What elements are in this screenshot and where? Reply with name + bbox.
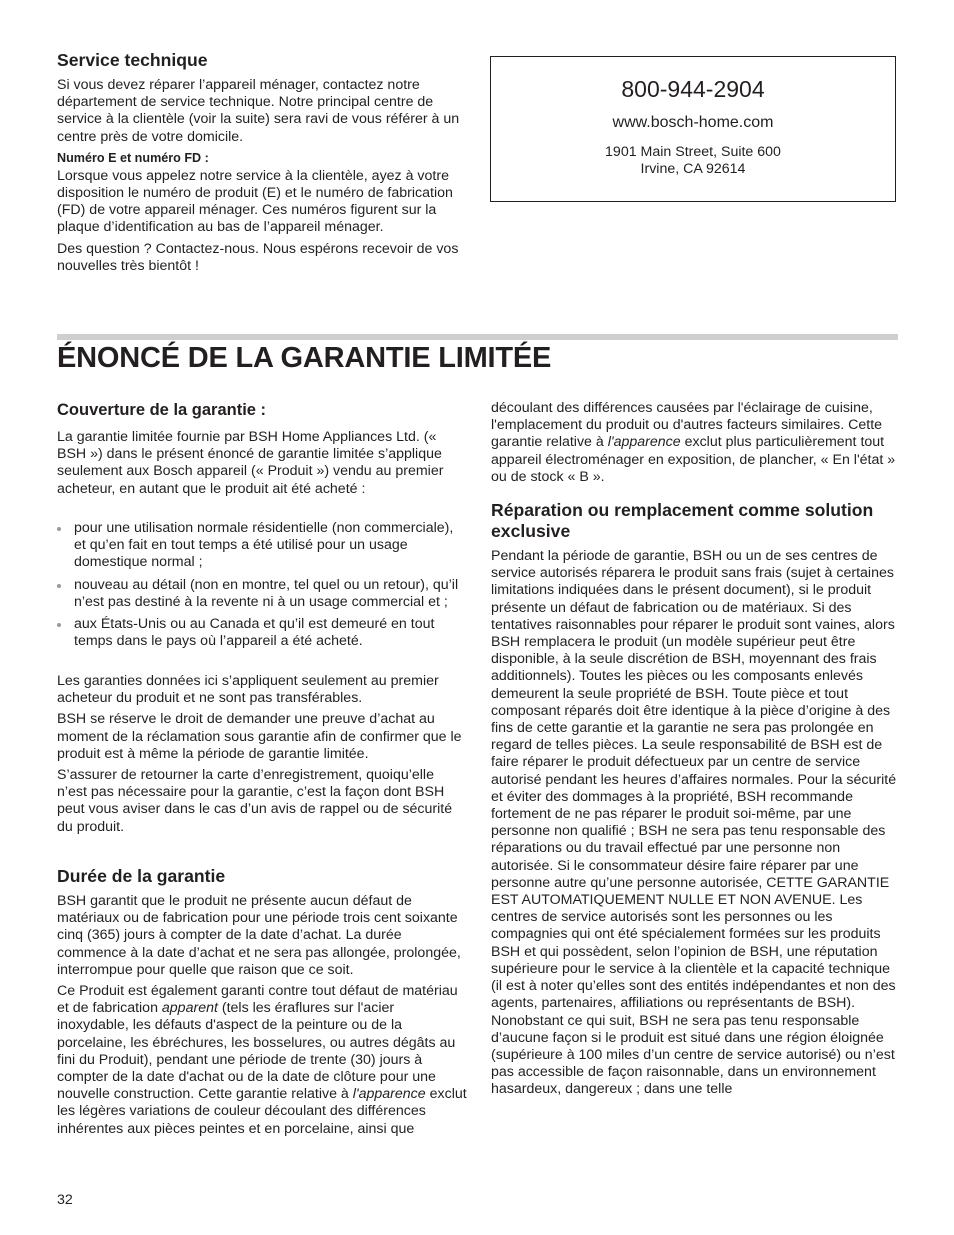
list-item-text: pour une utilisation normale résidentielle (non commerciale), et qu’en fait en tout temps a été utilisé pour un usage domestique normal ; — [74, 520, 454, 571]
continuation-text-2: exclut plus particulièrement tout appareil électroménager en exposition, de plancher, « En l'état » ou de stock « B ». — [491, 434, 896, 485]
service-section — [57, 50, 467, 275]
service-intro-paragraph: Si vous devez réparer l’appareil ménager, contactez notre département de service technique. Notre principal centre de service à la clientèle (voir la suite) sera ravi de vous référer à un centre près de votre domicile. — [57, 77, 460, 145]
appearance-text-3: exclut les légères variations de couleur découlant des différences inhérentes aux pièces peintes et en porcelaine, ainsi que — [57, 1086, 467, 1137]
appearance-emphasis-1: apparent — [161, 1000, 218, 1017]
service-numbers-paragraph: Lorsque vous appelez notre service à la clientèle, ayez à votre disposition le numéro de produit (E) et le numéro de fabrication (FD) de votre appareil ménager. Ces numéros figurent sur la plaque d’identification au bas de l’appareil ménager. — [57, 167, 453, 236]
coverage-section — [57, 400, 467, 498]
appearance-text-1: Ce Produit est également garanti contre tout défaut de matériau et de fabrication — [57, 983, 458, 1017]
coverage-heading: Couverture de la garantie : — [57, 401, 267, 419]
coverage-intro: La garantie limitée fournie par BSH Home Appliances Ltd. (« BSH ») dans le présent énoncé de garantie limitée s’applique seulement aux Bosch appareil (« Produit ») vendu au premier acheteur, en autant que le produit ait été acheté : — [57, 429, 444, 497]
coverage-conditions-list — [57, 520, 467, 650]
continuation-text-1: découlant des différences causées par l'éclairage de cuisine, l'emplacement du produit ou d'autres facteurs similaires. Cette garantie relative à — [491, 400, 883, 451]
list-item — [57, 616, 467, 650]
service-title: Service technique — [57, 50, 208, 70]
appearance-text-2: (tels les éraflures sur l'acier inoxydable, les défauts d'aspect de la peinture ou de la porcelaine, les ébréchures, les bosselures, ou autres dégâts au fini du Produit), pendant une période de trente (30) jours à compter de la date d'achat ou de la date de clôture pour une nouvelle construction. Cette garantie relative à — [57, 1000, 456, 1103]
duration-section — [57, 866, 467, 1138]
continuation-emphasis: l'apparence — [607, 434, 681, 451]
postal-address — [491, 144, 895, 178]
bullet-icon — [57, 584, 61, 588]
list-item — [57, 520, 467, 572]
page-number: 32 — [57, 1192, 73, 1208]
list-item-text: nouveau au détail (non en montre, tel quel ou un retour), qu’il n’est pas destiné à la revente ni à un usage commercial et ; — [74, 576, 459, 610]
repair-heading: Réparation ou remplacement comme solution exclusive — [491, 500, 874, 542]
registration-card-paragraph: S’assurer de retourner la carte d’enregistrement, quoiqu’elle n’est pas nécessaire pour la garantie, c’est la façon dont BSH peut vous aviser dans le cas d’un avis de rappel ou de sécurité du produit. — [57, 767, 453, 835]
right-column — [491, 400, 897, 1099]
list-item-text: aux États-Unis ou au Canada et qu’il est demeuré en tout temps dans le pays où l’appareil a été acheté. — [74, 616, 435, 650]
website-link[interactable]: www.bosch-home.com — [612, 114, 774, 131]
proof-of-purchase-paragraph: BSH se réserve le droit de demander une preuve d’achat au moment de la réclamation sous garantie afin de confirmer que le produit est à même la période de garantie limitée. — [57, 711, 462, 762]
phone-number: 800-944-2904 — [621, 76, 765, 102]
transfer-paragraph: Les garanties données ici s’appliquent seulement au premier acheteur du produit et ne sont pas transférables. — [57, 673, 439, 707]
contact-info-box — [490, 56, 896, 202]
service-contact-paragraph: Des question ? Contactez-nous. Nous espérons recevoir de vos nouvelles très bientôt ! — [57, 240, 459, 274]
address-line-2: Irvine, CA 92614 — [640, 161, 746, 177]
bullet-icon — [57, 623, 61, 627]
e-fd-number-label: Numéro E et numéro FD : — [57, 150, 209, 165]
duration-heading: Durée de la garantie — [57, 866, 226, 886]
appearance-emphasis-2: l'apparence — [352, 1086, 426, 1103]
list-item — [57, 577, 467, 611]
address-line-1: 1901 Main Street, Suite 600 — [605, 144, 781, 160]
appearance-paragraph — [57, 983, 467, 1138]
repair-paragraph: Pendant la période de garantie, BSH ou un de ses centres de service autorisés réparera le produit sans frais (sujet à certaines limitations indiquées dans le présent document), si le produit présente un défaut de fabrication ou de matériaux. Si des tentatives raisonnables pour réparer le produit sont vaines, alors BSH remplacera le produit (un modèle supérieur peut être disponible, à la seule discrétion de BSH, moyennant des frais additionnels). Toutes les pièces ou les composants enlevés demeurent la seule propriété de BSH. Toute pièce et tout composant réparés doit être identique à la pièce d’origine à des fins de cette garantie et la garantie ne sera pas prolongée en regard de telles pièces. La seule responsabilité de BSH est de faire réparer le produit défectueux par un centre de service autorisé pendant les heures d’affaires normales. Pour la sécurité et éviter des dommages à la propriété, BSH recommande fortement de ne pas réparer le produit soi-même, par une personne non qualifié ; BSH ne sera pas tenu responsable des réparations ou du travail effectué par une personne non autorisée. Si le consommateur désire faire réparer par une personne autre qu’une personne autorisée, CETTE GARANTIE EST AUTOMATIQUEMENT NULLE ET NON AVENUE. Les centres de service autorisés sont les personnes ou les compagnies qui ont été spécialement formées sur les produits BSH et qui possèdent, selon l’opinion de BSH, une réputation supérieure pour le service à la clientèle et la capacité technique (il est à noter qu’elles sont des entités indépendantes et non des agents, partenaires, affiliations ou représentants de BSH). Nonobstant ce qui suit, BSH ne sera pas tenu responsable d’aucune façon si le produit est situé dans une région éloignée (supérieure à 100 miles d’un centre de service autorisé) ou n’est pas accessible de façon raisonnable, dans un environnement hasardeux, dangereux ; dans une telle — [491, 548, 897, 1098]
coverage-notes — [57, 673, 467, 836]
duration-paragraph: BSH garantit que le produit ne présente aucun défaut de matériaux ou de fabrication pour une période trois cent soixante cinq (365) jours à compter de la date d’achat. La durée commence à la date d’achat et ne sera pas allongée, prolongée, interrompue pour quelle que raison que ce soit. — [57, 893, 461, 978]
bullet-icon — [57, 527, 61, 531]
warranty-title: ÉNONCÉ DE LA GARANTIE LIMITÉE — [57, 342, 552, 374]
appearance-continuation-paragraph — [491, 400, 897, 486]
